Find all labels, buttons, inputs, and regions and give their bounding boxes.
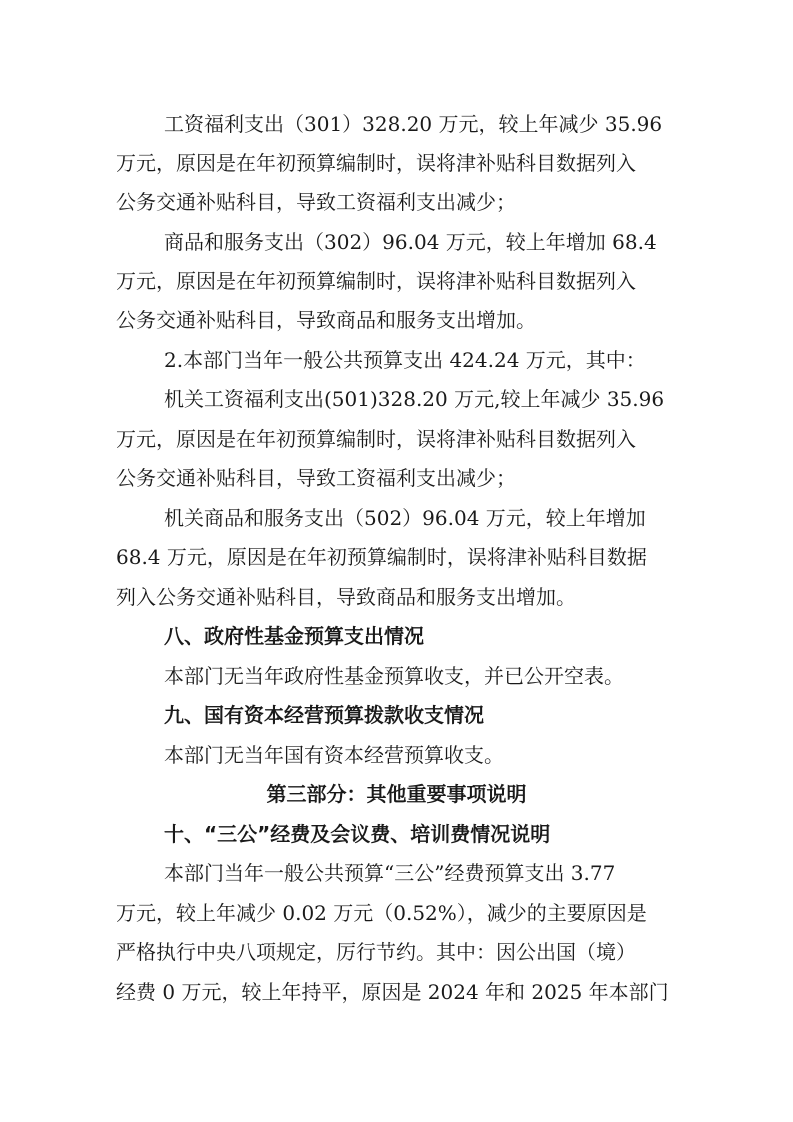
- paragraph-line: 本部门无当年政府性基金预算收支，并已公开空表。: [164, 664, 624, 688]
- paragraph-line: 本部门无当年国有资本经营预算收支。: [164, 743, 504, 767]
- section-heading-8: 八、政府性基金预算支出情况: [164, 624, 424, 648]
- part-title: 第三部分：其他重要事项说明: [266, 782, 527, 806]
- paragraph-line: 公务交通补贴科目，导致工资福利支出减少；: [116, 466, 516, 490]
- paragraph-line: 本部门当年一般公共预算“三公”经费预算支出 3.77: [164, 861, 616, 885]
- paragraph-line: 严格执行中央八项规定，厉行节约。其中：因公出国（境）: [116, 940, 636, 964]
- paragraph-line: 机关工资福利支出(501)328.20 万元,较上年减少 35.96: [164, 387, 665, 411]
- paragraph-line: 万元，较上年减少 0.02 万元（0.52%），减少的主要原因是: [116, 901, 647, 925]
- paragraph-line: 公务交通补贴科目，导致工资福利支出减少；: [116, 190, 516, 214]
- paragraph-line: 万元，原因是在年初预算编制时，误将津补贴科目数据列入: [116, 427, 636, 451]
- paragraph-line: 经费 0 万元，较上年持平，原因是 2024 年和 2025 年本部门: [116, 980, 669, 1004]
- paragraph-line: 万元，原因是在年初预算编制时，误将津补贴科目数据列入: [116, 151, 636, 175]
- paragraph-line: 公务交通补贴科目，导致商品和服务支出增加。: [116, 308, 536, 332]
- section-heading-10: 十、“三公”经费及会议费、培训费情况说明: [164, 822, 551, 846]
- paragraph-line: 商品和服务支出（302）96.04 万元，较上年增加 68.4: [164, 230, 657, 254]
- paragraph-line: 68.4 万元，原因是在年初预算编制时，误将津补贴科目数据: [116, 545, 647, 569]
- section-heading-9: 九、国有资本经营预算拨款收支情况: [164, 703, 484, 727]
- paragraph-line: 列入公务交通补贴科目，导致商品和服务支出增加。: [116, 585, 576, 609]
- paragraph-line: 机关商品和服务支出（502）96.04 万元，较上年增加: [164, 506, 646, 530]
- paragraph-line: 2.本部门当年一般公共预算支出 424.24 万元，其中：: [164, 348, 646, 372]
- paragraph-line: 工资福利支出（301）328.20 万元，较上年减少 35.96: [164, 112, 663, 136]
- paragraph-line: 万元，原因是在年初预算编制时，误将津补贴科目数据列入: [116, 269, 636, 293]
